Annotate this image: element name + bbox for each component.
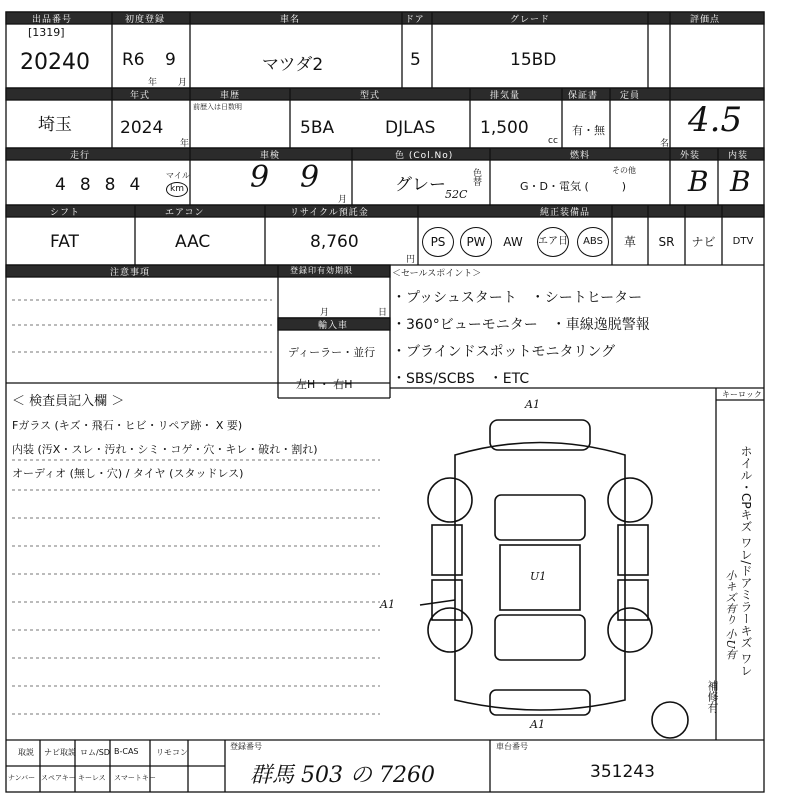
first-reg-era: R6 xyxy=(122,50,145,70)
model-year-header: 年式 xyxy=(130,91,151,101)
type-prefix: 5BA xyxy=(300,118,335,138)
equipment-item: ABS xyxy=(577,227,609,257)
first-reg-header: 初度登録 xyxy=(125,15,166,25)
mileage-digit: 4 xyxy=(129,175,141,195)
accessory-label: ナンバー xyxy=(8,774,36,782)
accessory-label: B-CAS xyxy=(114,747,139,756)
diagram-mark: A1 xyxy=(380,598,395,611)
sales-points xyxy=(392,285,650,393)
interior-header: 内装 xyxy=(728,151,749,161)
inspector-line: オーディオ (無し・穴) / タイヤ (スタッドレス) xyxy=(12,467,244,480)
car-name: マツダ2 xyxy=(262,55,324,75)
color-code: 52C xyxy=(445,188,468,201)
first-reg-year-unit: 年 xyxy=(148,78,158,88)
mileage-digit: 8 xyxy=(104,175,116,195)
equipment-header: 純正装備品 xyxy=(540,208,591,218)
scratch-note: 小キズ有り 小U有 xyxy=(724,570,737,660)
car-diagram xyxy=(420,420,688,738)
chassis-number: 351243 xyxy=(590,762,655,782)
reg-expiry-day: 日 xyxy=(378,308,388,318)
accessory-label: ナビ取説 xyxy=(44,748,76,757)
equipment-item: SR xyxy=(658,235,675,249)
accessory-label: リモコン xyxy=(156,748,188,757)
capacity-header: 定員 xyxy=(620,91,641,101)
inspection-unit: 月 xyxy=(338,195,348,205)
shift-value: FAT xyxy=(50,232,79,252)
aircon-value: AAC xyxy=(175,232,211,252)
lot-number: 20240 xyxy=(20,50,90,75)
model-year-unit: 年 xyxy=(180,139,190,149)
score-value: 4.5 xyxy=(688,100,743,140)
warranty-value: 有・無 xyxy=(572,124,605,137)
chassis-label: 車台番号 xyxy=(496,742,528,751)
type-header: 型式 xyxy=(360,91,381,101)
fuel-header: 燃料 xyxy=(570,151,591,161)
accessory-label: ロム/SD xyxy=(80,748,110,757)
warranty-header: 保証書 xyxy=(568,91,599,101)
accessory-grid xyxy=(6,740,225,792)
reg-plate: 群馬 503 の 7260 xyxy=(250,763,435,788)
sales-points-header: ＜セールスポイント＞ xyxy=(392,269,482,279)
equipment-item: 革 xyxy=(623,235,636,249)
exterior-grade: B xyxy=(688,165,709,198)
inspection-header: 車検 xyxy=(260,151,281,161)
accessory-label: スペアキー xyxy=(41,774,76,782)
equipment-item: DTV xyxy=(732,236,754,247)
repair-note: 補修有 xyxy=(706,680,719,713)
score-header: 評価点 xyxy=(690,15,721,25)
mileage-digits xyxy=(55,175,140,195)
inspection-month: 9 xyxy=(250,160,270,195)
equipment-item: PS xyxy=(422,227,454,257)
reg-expiry-month: 月 xyxy=(320,308,330,318)
recycle-fee: 8,760 xyxy=(310,232,359,252)
mileage-header: 走行 xyxy=(70,151,91,161)
import-handle: 左H ・ 右H xyxy=(296,378,353,391)
sales-point: ・SBS/SCBS ・ETC xyxy=(392,371,530,387)
diagram-mark: U1 xyxy=(530,570,547,583)
door-header: ドア xyxy=(405,15,425,25)
first-reg-month: 9 xyxy=(165,50,176,70)
inspector-line: 内装 (汚X・スレ・汚れ・シミ・コゲ・穴・キレ・破れ・割れ) xyxy=(12,443,318,456)
sales-point: ・360°ビューモニター ・車線逸脱警報 xyxy=(392,317,650,333)
import-header: 輸入車 xyxy=(318,321,349,331)
fuel-other: その他 xyxy=(612,166,636,175)
equipment-item: AW xyxy=(503,235,523,249)
inspector-line: Fガラス (キズ・飛石・ヒビ・リペア跡・ X 要) xyxy=(12,419,243,432)
diagram-mark: A1 xyxy=(530,718,545,731)
inspector-header: ＜ 検査員記入欄 ＞ xyxy=(12,394,125,409)
displacement: 1,500 xyxy=(480,118,529,138)
inspection-day: 9 xyxy=(300,160,320,195)
history-note: 前歴入は日数明 xyxy=(193,103,242,111)
interior-grade: B xyxy=(730,165,751,198)
recycle-header: リサイクル預託金 xyxy=(290,208,369,218)
color-header: 色 (Col.No) xyxy=(395,151,454,161)
exterior-header: 外装 xyxy=(680,151,701,161)
shift-header: シフト xyxy=(50,208,81,218)
door-count: 5 xyxy=(410,50,421,70)
inspector-lines xyxy=(12,414,318,486)
notes-header: 注意事項 xyxy=(110,268,151,278)
type-code: DJLAS xyxy=(385,118,436,138)
model-year: 2024 xyxy=(120,118,164,138)
region: 埼玉 xyxy=(38,115,72,135)
car-name-header: 車名 xyxy=(280,15,301,25)
mileage-digit: 4 xyxy=(55,175,66,195)
grade: 15BD xyxy=(510,50,557,70)
equipment-item: エア日 xyxy=(537,227,569,257)
recycle-unit: 円 xyxy=(406,255,416,265)
lot-code: [1319] xyxy=(28,26,65,39)
history-header: 車歴 xyxy=(220,91,241,101)
mileage-digit: 8 xyxy=(79,175,91,195)
import-dealer: ディーラー・並行 xyxy=(288,346,376,359)
sales-point: ・プッシュスタート ・シートヒーター xyxy=(392,290,643,306)
capacity-unit: 名 xyxy=(660,139,670,149)
mileage-mile-unit: マイル xyxy=(166,171,190,180)
aircon-header: エアコン xyxy=(165,208,205,218)
reg-expiry-header: 登録印有効期限 xyxy=(290,266,353,275)
color-name: グレー xyxy=(395,175,446,195)
displacement-header: 排気量 xyxy=(490,91,521,101)
diagram-mark: A1 xyxy=(525,398,540,411)
sales-point: ・ブラインドスポットモニタリング xyxy=(392,344,616,360)
grade-header: グレード xyxy=(510,15,551,25)
accessory-label: キーレス xyxy=(78,774,106,782)
lot-header: 出品番号 xyxy=(32,15,73,25)
reg-number-label: 登録番号 xyxy=(230,742,262,751)
equipment-item: PW xyxy=(460,227,492,257)
displacement-unit: cc xyxy=(548,136,558,146)
accessory-label: 取説 xyxy=(18,748,34,757)
color-change: 色替 xyxy=(471,168,481,186)
fuel-value: G・D・電気 ( ) xyxy=(520,180,627,193)
equipment-item: ナビ xyxy=(691,235,716,249)
wheel-note: ホイル・CPキズ ワレ/ドアミラーキズ ワレ xyxy=(739,445,753,677)
mileage-km-unit: km xyxy=(166,182,188,197)
first-reg-month-unit: 月 xyxy=(178,78,188,88)
accessory-label: スマートキー xyxy=(114,774,156,782)
key-lock-label: キーロック xyxy=(722,390,762,399)
